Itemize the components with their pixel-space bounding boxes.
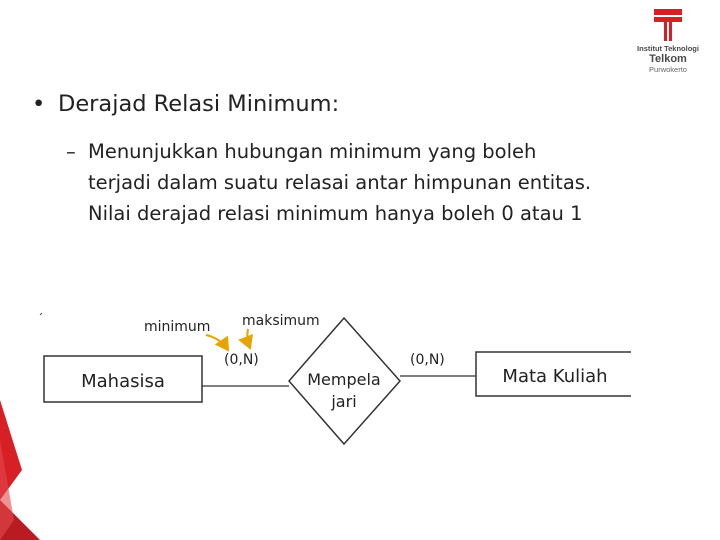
logo-line-1: Institut Teknologi — [637, 44, 699, 53]
cardinality-left: (0,N) — [224, 352, 259, 368]
logo-line-2: Telkom — [649, 53, 687, 65]
annotation-maksimum: maksimum — [242, 313, 320, 329]
sub-bullet-dash: – — [66, 140, 76, 163]
sub-bullet-line-1: Menunjukkan hubungan minimum yang boleh — [88, 140, 537, 163]
diagram-corner-mark — [40, 313, 42, 315]
logo-line-3: Purwokerto — [649, 65, 687, 74]
red-decoration-shape — [0, 0, 60, 540]
arrow-maksimum — [247, 329, 250, 348]
annotation-minimum: minimum — [144, 319, 211, 335]
sub-bullet-line-2: terjadi dalam suatu relasai antar himpunan entitas. — [88, 171, 592, 194]
relation-label-line-1: Mempela — [307, 370, 381, 389]
telkom-logo-icon — [653, 8, 683, 42]
bullet-symbol: • — [32, 91, 46, 117]
main-bullet — [32, 91, 339, 117]
sub-bullet-text — [88, 136, 591, 229]
bullet-title: Derajad Relasi Minimum: — [58, 91, 340, 117]
cardinality-right: (0,N) — [410, 352, 445, 368]
relation-label-line-2: jari — [331, 392, 357, 411]
institution-logo — [622, 8, 714, 80]
sub-bullet-line-3: Nilai derajad relasi minimum hanya boleh 0 atau 1 — [88, 202, 583, 225]
entity-left-label: Mahasisa — [81, 371, 165, 392]
entity-right-label: Mata Kuliah — [502, 366, 608, 387]
er-diagram — [34, 308, 651, 456]
arrow-minimum — [206, 335, 228, 350]
